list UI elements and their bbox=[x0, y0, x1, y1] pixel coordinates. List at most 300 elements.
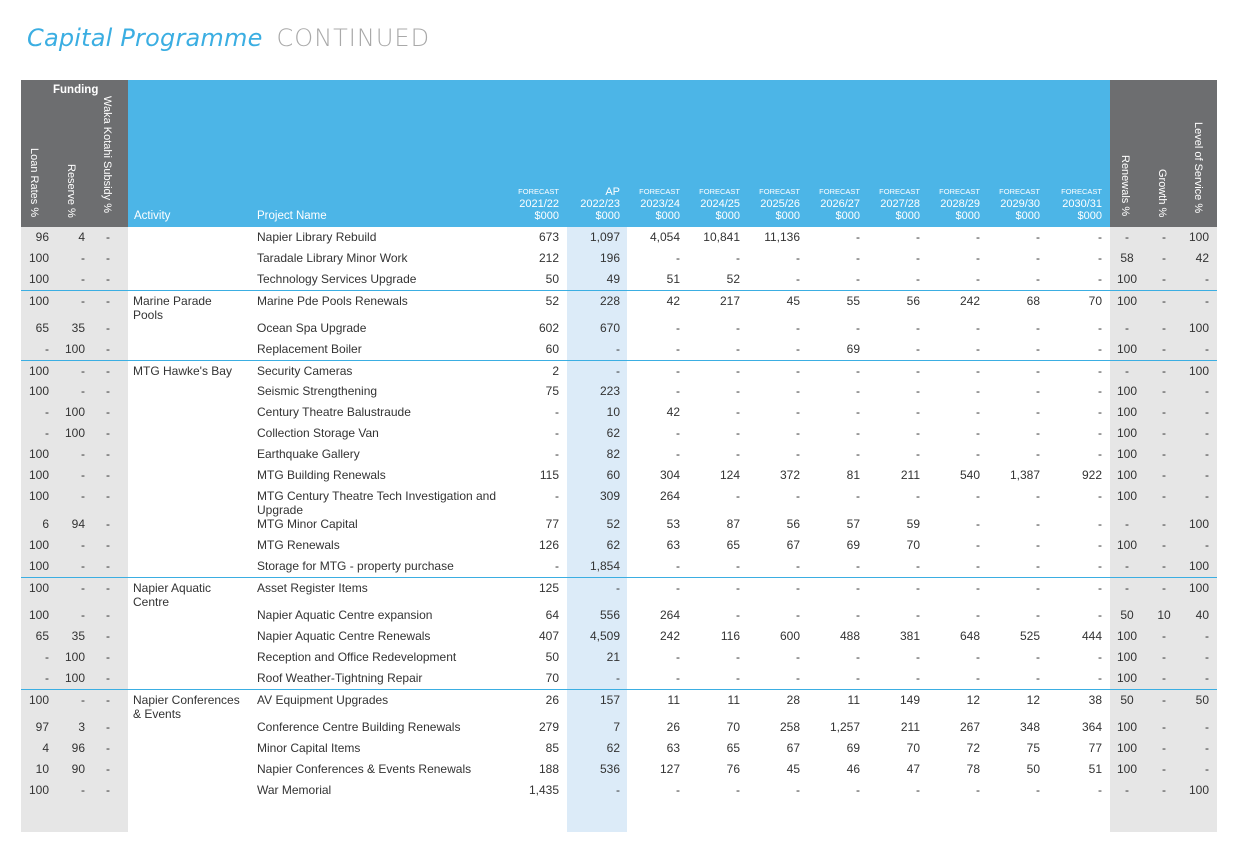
value-cell-2028-29: - bbox=[976, 342, 980, 356]
waka-cell: - bbox=[106, 559, 110, 573]
renewals-cell: 100 bbox=[1116, 342, 1138, 356]
value-cell-2027-28: - bbox=[916, 384, 920, 398]
value-cell-2025-26: 56 bbox=[786, 517, 800, 531]
value-cell-2025-26: 28 bbox=[786, 693, 800, 707]
loan-rates-cell: 100 bbox=[28, 384, 49, 398]
year-header-7 bbox=[924, 186, 980, 222]
value-cell-2027-28: - bbox=[916, 230, 920, 244]
value-cell-2028-29: - bbox=[976, 608, 980, 622]
reserve-cell: - bbox=[81, 581, 85, 595]
value-cell-2026-27: - bbox=[856, 671, 860, 685]
value-cell-2029-30: - bbox=[1036, 581, 1040, 595]
value-cell-2030-31: - bbox=[1098, 251, 1102, 265]
value-cell-2028-29: - bbox=[976, 251, 980, 265]
table-row bbox=[21, 444, 1217, 465]
activity-header: Activity bbox=[134, 210, 171, 222]
value-cell-2025-26: 67 bbox=[786, 741, 800, 755]
renewals-cell: 50 bbox=[1120, 693, 1134, 707]
value-cell-2023-24: 242 bbox=[659, 629, 680, 643]
year-unit: $000 bbox=[835, 210, 860, 222]
growth-cell: - bbox=[1162, 693, 1166, 707]
value-cell-2026-27: - bbox=[856, 426, 860, 440]
reserve-cell: - bbox=[81, 608, 85, 622]
loan-rates-cell: 100 bbox=[28, 489, 49, 503]
loan-rates-cell: 100 bbox=[28, 581, 49, 595]
year-header-0 bbox=[503, 186, 559, 222]
value-cell-2022-23: 60 bbox=[606, 468, 620, 482]
project-name-cell: Storage for MTG - property purchase bbox=[257, 559, 454, 573]
value-cell-2021-22: 126 bbox=[538, 538, 559, 552]
waka-cell: - bbox=[106, 251, 110, 265]
value-cell-2028-29: - bbox=[976, 517, 980, 531]
reserve-cell: 100 bbox=[64, 426, 85, 440]
year-unit: $000 bbox=[955, 210, 980, 222]
year-label: 2022/23 bbox=[580, 198, 620, 210]
value-cell-2027-28: - bbox=[916, 783, 920, 797]
reserve-cell: 100 bbox=[64, 671, 85, 685]
value-cell-2026-27: - bbox=[856, 559, 860, 573]
level-of-service-cell: - bbox=[1205, 384, 1209, 398]
loan-rates-cell: 100 bbox=[28, 272, 49, 286]
value-cell-2025-26: - bbox=[796, 426, 800, 440]
renewals-cell: - bbox=[1125, 321, 1129, 335]
value-cell-2027-28: 149 bbox=[899, 693, 920, 707]
growth-cell: - bbox=[1162, 783, 1166, 797]
waka-cell: - bbox=[106, 364, 110, 378]
table-row bbox=[21, 738, 1217, 759]
waka-cell: - bbox=[106, 230, 110, 244]
growth-cell: - bbox=[1162, 321, 1166, 335]
value-cell-2022-23: 62 bbox=[606, 426, 620, 440]
value-cell-2026-27: 69 bbox=[846, 741, 860, 755]
value-cell-2027-28: 47 bbox=[906, 762, 920, 776]
value-cell-2027-28: - bbox=[916, 321, 920, 335]
year-label: 2021/22 bbox=[519, 198, 559, 210]
reserve-cell: 100 bbox=[64, 342, 85, 356]
growth-cell: - bbox=[1162, 538, 1166, 552]
value-cell-2023-24: 42 bbox=[666, 294, 680, 308]
value-cell-2027-28: - bbox=[916, 272, 920, 286]
loan-rates-cell: 6 bbox=[42, 517, 49, 531]
value-cell-2021-22: 75 bbox=[545, 384, 559, 398]
value-cell-2030-31: - bbox=[1098, 489, 1102, 503]
value-cell-2021-22: 77 bbox=[545, 517, 559, 531]
level-of-service-cell: 100 bbox=[1188, 517, 1209, 531]
level-of-service-cell: 100 bbox=[1188, 783, 1209, 797]
value-cell-2030-31: 922 bbox=[1081, 468, 1102, 482]
value-cell-2021-22: 50 bbox=[545, 650, 559, 664]
loan-rates-cell: - bbox=[45, 650, 49, 664]
year-header-8 bbox=[984, 186, 1040, 222]
value-cell-2026-27: - bbox=[856, 251, 860, 265]
value-cell-2025-26: - bbox=[796, 405, 800, 419]
value-cell-2021-22: - bbox=[555, 405, 559, 419]
value-cell-2026-27: 57 bbox=[846, 517, 860, 531]
reserve-cell: - bbox=[81, 783, 85, 797]
value-cell-2027-28: - bbox=[916, 342, 920, 356]
value-cell-2026-27: - bbox=[856, 581, 860, 595]
value-cell-2030-31: - bbox=[1098, 608, 1102, 622]
growth-cell: - bbox=[1162, 559, 1166, 573]
waka-cell: - bbox=[106, 447, 110, 461]
value-cell-2030-31: 38 bbox=[1088, 693, 1102, 707]
level-of-service-cell: - bbox=[1205, 489, 1209, 503]
value-cell-2030-31: - bbox=[1098, 405, 1102, 419]
year-unit: $000 bbox=[715, 210, 740, 222]
value-cell-2027-28: - bbox=[916, 447, 920, 461]
value-cell-2024-25: - bbox=[736, 342, 740, 356]
renewals-cell: - bbox=[1125, 517, 1129, 531]
value-cell-2021-22: 125 bbox=[538, 581, 559, 595]
project-name-cell: Technology Services Upgrade bbox=[257, 272, 417, 286]
renewals-cell: 58 bbox=[1120, 251, 1134, 265]
project-name-cell: Napier Library Rebuild bbox=[257, 230, 377, 244]
loan-rates-header: Loan Rates % bbox=[28, 148, 40, 218]
growth-cell: - bbox=[1162, 581, 1166, 595]
reserve-cell: 100 bbox=[64, 405, 85, 419]
funding-label: Funding bbox=[53, 84, 99, 96]
loan-rates-cell: - bbox=[45, 342, 49, 356]
year-header-4 bbox=[744, 186, 800, 222]
table-row bbox=[21, 514, 1217, 535]
value-cell-2023-24: 264 bbox=[659, 608, 680, 622]
value-cell-2027-28: - bbox=[916, 251, 920, 265]
level-of-service-cell: 100 bbox=[1188, 321, 1209, 335]
year-tag: FORECAST bbox=[759, 187, 800, 196]
value-cell-2021-22: 50 bbox=[545, 272, 559, 286]
value-cell-2022-23: - bbox=[616, 671, 620, 685]
value-cell-2026-27: - bbox=[856, 650, 860, 664]
value-cell-2023-24: - bbox=[676, 384, 680, 398]
value-cell-2028-29: 242 bbox=[959, 294, 980, 308]
year-unit: $000 bbox=[655, 210, 680, 222]
value-cell-2024-25: - bbox=[736, 608, 740, 622]
value-cell-2027-28: - bbox=[916, 364, 920, 378]
growth-cell: - bbox=[1162, 447, 1166, 461]
growth-cell: - bbox=[1162, 342, 1166, 356]
table-row bbox=[21, 381, 1217, 402]
renewals-cell: - bbox=[1125, 364, 1129, 378]
value-cell-2026-27: - bbox=[856, 321, 860, 335]
value-cell-2025-26: 45 bbox=[786, 762, 800, 776]
year-tag: FORECAST bbox=[879, 187, 920, 196]
loan-rates-cell: 100 bbox=[28, 447, 49, 461]
waka-cell: - bbox=[106, 517, 110, 531]
year-header-5 bbox=[804, 186, 860, 222]
level-of-service-cell: - bbox=[1205, 538, 1209, 552]
reserve-cell: - bbox=[81, 251, 85, 265]
value-cell-2028-29: 648 bbox=[959, 629, 980, 643]
table-row bbox=[21, 318, 1217, 339]
value-cell-2028-29: 12 bbox=[966, 693, 980, 707]
table-row bbox=[21, 556, 1217, 577]
value-cell-2028-29: 540 bbox=[959, 468, 980, 482]
renewals-cell: 100 bbox=[1116, 272, 1138, 286]
value-cell-2024-25: 65 bbox=[726, 538, 740, 552]
value-cell-2030-31: 70 bbox=[1088, 294, 1102, 308]
value-cell-2022-23: 228 bbox=[599, 294, 620, 308]
value-cell-2024-25: - bbox=[736, 426, 740, 440]
value-cell-2028-29: - bbox=[976, 538, 980, 552]
loan-rates-cell: - bbox=[45, 426, 49, 440]
project-name-cell: Ocean Spa Upgrade bbox=[257, 321, 367, 335]
reserve-cell: 96 bbox=[71, 741, 85, 755]
reserve-cell: 35 bbox=[71, 321, 85, 335]
value-cell-2026-27: 46 bbox=[846, 762, 860, 776]
value-cell-2027-28: - bbox=[916, 489, 920, 503]
value-cell-2025-26: 600 bbox=[779, 629, 800, 643]
level-of-service-cell: - bbox=[1205, 762, 1209, 776]
value-cell-2024-25: - bbox=[736, 559, 740, 573]
level-of-service-cell: - bbox=[1205, 272, 1209, 286]
value-cell-2029-30: - bbox=[1036, 538, 1040, 552]
waka-cell: - bbox=[106, 608, 110, 622]
reserve-header: Reserve % bbox=[65, 164, 77, 218]
value-cell-2023-24: - bbox=[676, 426, 680, 440]
value-cell-2026-27: 488 bbox=[839, 629, 860, 643]
table-row bbox=[21, 717, 1217, 738]
project-name-cell: Earthquake Gallery bbox=[257, 447, 360, 461]
value-cell-2026-27: - bbox=[856, 364, 860, 378]
value-cell-2022-23: - bbox=[616, 342, 620, 356]
value-cell-2021-22: 26 bbox=[545, 693, 559, 707]
value-cell-2027-28: 211 bbox=[900, 720, 920, 734]
value-cell-2024-25: - bbox=[736, 405, 740, 419]
value-cell-2028-29: - bbox=[976, 272, 980, 286]
value-cell-2030-31: - bbox=[1098, 447, 1102, 461]
renewals-cell: 100 bbox=[1116, 720, 1138, 734]
reserve-cell: 100 bbox=[64, 650, 85, 664]
value-cell-2025-26: - bbox=[796, 321, 800, 335]
value-cell-2025-26: - bbox=[796, 384, 800, 398]
renewals-cell: - bbox=[1125, 559, 1129, 573]
value-cell-2024-25: 70 bbox=[726, 720, 740, 734]
value-cell-2026-27: - bbox=[856, 405, 860, 419]
value-cell-2022-23: 10 bbox=[606, 405, 620, 419]
value-cell-2025-26: 67 bbox=[786, 538, 800, 552]
value-cell-2022-23: 670 bbox=[599, 321, 620, 335]
level-of-service-cell: 40 bbox=[1195, 608, 1209, 622]
value-cell-2029-30: 1,387 bbox=[1009, 468, 1040, 482]
value-cell-2025-26: - bbox=[796, 608, 800, 622]
value-cell-2030-31: 51 bbox=[1088, 762, 1102, 776]
value-cell-2024-25: - bbox=[736, 783, 740, 797]
growth-cell: - bbox=[1162, 489, 1166, 503]
value-cell-2027-28: 59 bbox=[906, 517, 920, 531]
reserve-cell: - bbox=[81, 693, 85, 707]
value-cell-2030-31: - bbox=[1098, 783, 1102, 797]
growth-header: Growth % bbox=[1156, 169, 1168, 218]
value-cell-2027-28: - bbox=[916, 559, 920, 573]
value-cell-2027-28: - bbox=[916, 608, 920, 622]
table-row bbox=[21, 402, 1217, 423]
value-cell-2022-23: 309 bbox=[599, 489, 620, 503]
growth-cell: - bbox=[1162, 650, 1166, 664]
value-cell-2022-23: - bbox=[616, 364, 620, 378]
waka-cell: - bbox=[106, 468, 110, 482]
table-row bbox=[21, 248, 1217, 269]
level-of-service-cell: - bbox=[1205, 741, 1209, 755]
value-cell-2024-25: - bbox=[736, 650, 740, 664]
growth-cell: - bbox=[1162, 251, 1166, 265]
value-cell-2030-31: - bbox=[1098, 559, 1102, 573]
level-of-service-cell: - bbox=[1205, 629, 1209, 643]
value-cell-2028-29: - bbox=[976, 364, 980, 378]
level-of-service-cell: 50 bbox=[1195, 693, 1209, 707]
level-of-service-cell: - bbox=[1205, 720, 1209, 734]
value-cell-2030-31: - bbox=[1098, 671, 1102, 685]
value-cell-2026-27: - bbox=[856, 447, 860, 461]
value-cell-2030-31: - bbox=[1098, 364, 1102, 378]
reserve-cell: 90 bbox=[71, 762, 85, 776]
level-of-service-cell: - bbox=[1205, 447, 1209, 461]
level-of-service-cell: - bbox=[1205, 342, 1209, 356]
year-label: 2025/26 bbox=[760, 198, 800, 210]
loan-rates-cell: 100 bbox=[28, 538, 49, 552]
value-cell-2030-31: - bbox=[1098, 321, 1102, 335]
renewals-cell: 100 bbox=[1116, 762, 1138, 776]
value-cell-2027-28: 70 bbox=[906, 741, 920, 755]
value-cell-2029-30: - bbox=[1036, 405, 1040, 419]
value-cell-2023-24: 304 bbox=[659, 468, 680, 482]
year-tag: FORECAST bbox=[939, 187, 980, 196]
value-cell-2028-29: - bbox=[976, 650, 980, 664]
value-cell-2025-26: - bbox=[796, 364, 800, 378]
year-tag: FORECAST bbox=[639, 187, 680, 196]
value-cell-2029-30: 68 bbox=[1026, 294, 1040, 308]
value-cell-2029-30: - bbox=[1036, 671, 1040, 685]
table-row bbox=[21, 269, 1217, 290]
table-row bbox=[21, 486, 1217, 517]
value-cell-2024-25: - bbox=[736, 581, 740, 595]
level-of-service-cell: 100 bbox=[1188, 559, 1209, 573]
renewals-cell: - bbox=[1125, 783, 1129, 797]
project-name-cell: MTG Century Theatre Tech Investigation and Upgrade bbox=[257, 489, 497, 517]
title-main: Capital Programme bbox=[27, 24, 263, 52]
value-cell-2025-26: 258 bbox=[779, 720, 800, 734]
reserve-cell: 4 bbox=[78, 230, 85, 244]
value-cell-2026-27: 69 bbox=[846, 538, 860, 552]
value-cell-2029-30: - bbox=[1036, 517, 1040, 531]
growth-cell: - bbox=[1162, 294, 1166, 308]
project-name-cell: Collection Storage Van bbox=[257, 426, 379, 440]
value-cell-2029-30: 525 bbox=[1019, 629, 1040, 643]
project-name-cell: Reception and Office Redevelopment bbox=[257, 650, 457, 664]
value-cell-2029-30: - bbox=[1036, 384, 1040, 398]
renewals-cell: 50 bbox=[1120, 608, 1134, 622]
renewals-cell: 100 bbox=[1116, 468, 1138, 482]
value-cell-2025-26: - bbox=[796, 489, 800, 503]
value-cell-2026-27: - bbox=[856, 489, 860, 503]
value-cell-2023-24: - bbox=[676, 581, 680, 595]
value-cell-2024-25: - bbox=[736, 447, 740, 461]
value-cell-2021-22: 52 bbox=[545, 294, 559, 308]
value-cell-2022-23: 62 bbox=[606, 538, 620, 552]
value-cell-2026-27: - bbox=[856, 783, 860, 797]
year-label: 2027/28 bbox=[880, 198, 920, 210]
loan-rates-cell: 96 bbox=[35, 230, 49, 244]
value-cell-2021-22: - bbox=[555, 447, 559, 461]
value-cell-2028-29: - bbox=[976, 581, 980, 595]
year-label: 2029/30 bbox=[1000, 198, 1040, 210]
value-cell-2028-29: - bbox=[976, 447, 980, 461]
year-header-6 bbox=[864, 186, 920, 222]
value-cell-2030-31: - bbox=[1098, 538, 1102, 552]
level-of-service-header: Level of Service % bbox=[1192, 122, 1204, 214]
renewals-cell: 100 bbox=[1116, 671, 1138, 685]
project-name-cell: MTG Minor Capital bbox=[257, 517, 358, 531]
level-of-service-cell: - bbox=[1205, 671, 1209, 685]
value-cell-2029-30: - bbox=[1036, 230, 1040, 244]
growth-cell: - bbox=[1162, 741, 1166, 755]
loan-rates-cell: 4 bbox=[42, 741, 49, 755]
value-cell-2028-29: - bbox=[976, 671, 980, 685]
growth-cell: - bbox=[1162, 364, 1166, 378]
project-name-cell: Asset Register Items bbox=[257, 581, 368, 595]
value-cell-2025-26: - bbox=[796, 650, 800, 664]
value-cell-2030-31: 77 bbox=[1088, 741, 1102, 755]
value-cell-2029-30: 12 bbox=[1026, 693, 1040, 707]
value-cell-2022-23: 62 bbox=[606, 741, 620, 755]
value-cell-2022-23: 4,509 bbox=[589, 629, 620, 643]
value-cell-2029-30: 75 bbox=[1026, 741, 1040, 755]
value-cell-2021-22: - bbox=[555, 426, 559, 440]
level-of-service-cell: - bbox=[1205, 468, 1209, 482]
reserve-cell: 3 bbox=[78, 720, 85, 734]
waka-cell: - bbox=[106, 650, 110, 664]
value-cell-2029-30: - bbox=[1036, 559, 1040, 573]
value-cell-2026-27: 55 bbox=[846, 294, 860, 308]
value-cell-2026-27: - bbox=[856, 384, 860, 398]
value-cell-2030-31: - bbox=[1098, 230, 1102, 244]
waka-cell: - bbox=[106, 489, 110, 503]
value-cell-2023-24: - bbox=[676, 321, 680, 335]
value-cell-2022-23: 223 bbox=[599, 384, 620, 398]
table-row bbox=[21, 535, 1217, 556]
value-cell-2023-24: 26 bbox=[666, 720, 680, 734]
value-cell-2028-29: - bbox=[976, 426, 980, 440]
value-cell-2029-30: - bbox=[1036, 650, 1040, 664]
value-cell-2023-24: - bbox=[676, 559, 680, 573]
value-cell-2021-22: 407 bbox=[538, 629, 559, 643]
activity-cell: Marine Parade Pools bbox=[133, 294, 212, 322]
value-cell-2021-22: 70 bbox=[545, 671, 559, 685]
value-cell-2030-31: - bbox=[1098, 384, 1102, 398]
value-cell-2023-24: 51 bbox=[666, 272, 680, 286]
value-cell-2027-28: - bbox=[916, 426, 920, 440]
value-cell-2027-28: 70 bbox=[906, 538, 920, 552]
loan-rates-cell: - bbox=[45, 405, 49, 419]
table-row bbox=[21, 577, 1217, 609]
renewals-cell: - bbox=[1125, 581, 1129, 595]
value-cell-2029-30: - bbox=[1036, 447, 1040, 461]
value-cell-2023-24: 63 bbox=[666, 741, 680, 755]
growth-cell: - bbox=[1162, 384, 1166, 398]
value-cell-2028-29: - bbox=[976, 559, 980, 573]
project-name-cell: Conference Centre Building Renewals bbox=[257, 720, 461, 734]
year-label: 2023/24 bbox=[640, 198, 680, 210]
renewals-cell: - bbox=[1125, 230, 1129, 244]
level-of-service-cell: - bbox=[1205, 294, 1209, 308]
year-tag: AP bbox=[605, 186, 620, 198]
table-row bbox=[21, 668, 1217, 689]
level-of-service-cell: 100 bbox=[1188, 581, 1209, 595]
year-label: 2024/25 bbox=[700, 198, 740, 210]
loan-rates-cell: 97 bbox=[35, 720, 49, 734]
renewals-cell: 100 bbox=[1116, 538, 1138, 552]
value-cell-2023-24: - bbox=[676, 251, 680, 265]
value-cell-2029-30: - bbox=[1036, 321, 1040, 335]
